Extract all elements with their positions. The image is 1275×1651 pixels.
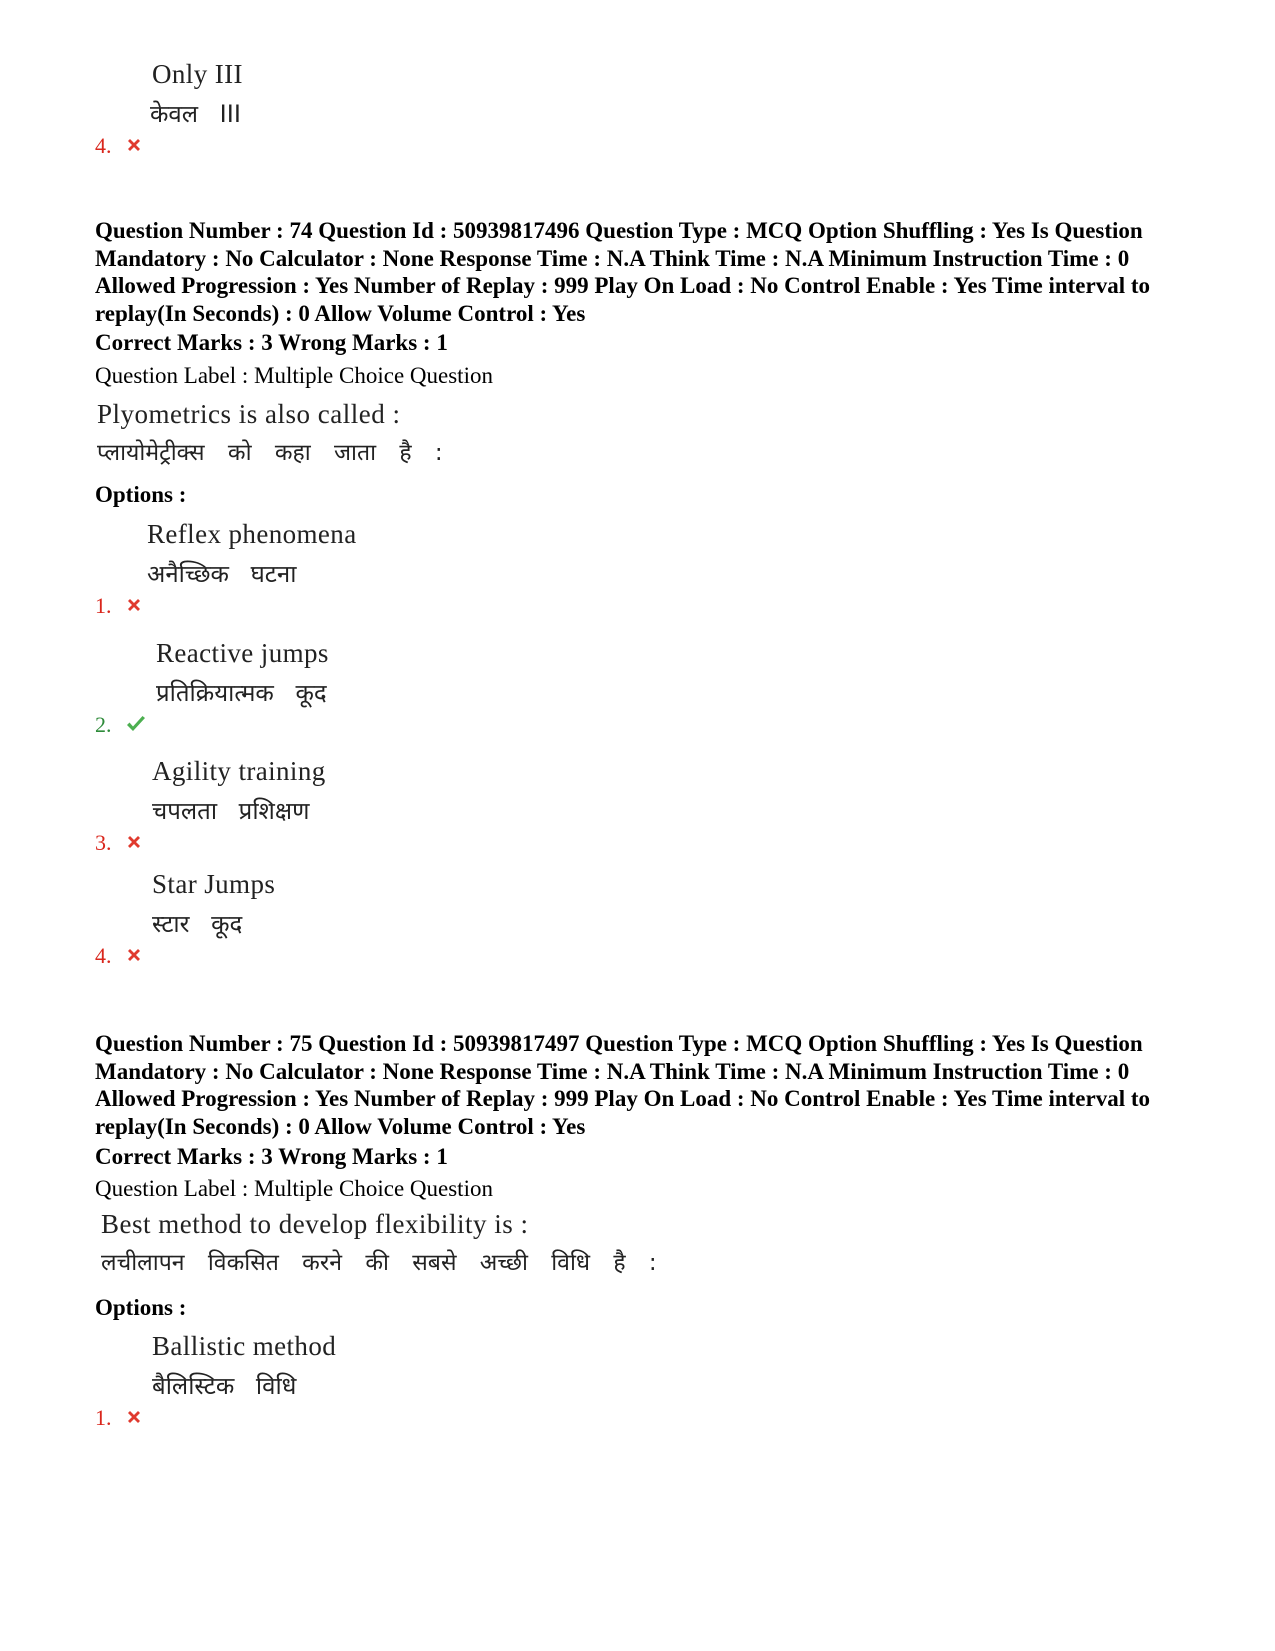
- question-74-option-4: [95, 868, 795, 968]
- question-75-label: Question Label : Multiple Choice Question: [95, 1176, 493, 1201]
- question-74-option-2: [95, 637, 795, 737]
- question-75-meta: Question Number : 75 Question Id : 50939817497 Question Type : MCQ Option Shuffling : Yes Is Question Mandatory : No Calculator : None Response Time : N.A Think Time : N.A Minimum Instruction Time : 0 Allowed Progression : Yes Number of Replay : 999 Play On Load : No Control Enable : Yes Time interval to replay(In Seconds) : 0 Allow Volume Control : Yes: [95, 1031, 1151, 1139]
- question-74-text-hi: प्लायोमेट्रीक्स को कहा जाता है :: [97, 440, 443, 466]
- question-74-text-en: Plyometrics is also called :: [97, 399, 401, 429]
- option-number: 3.: [95, 830, 112, 855]
- question-75-option-1: [95, 1330, 795, 1430]
- option-text-en: Star Jumps: [152, 869, 276, 899]
- cross-icon: [123, 1406, 145, 1428]
- option-text-en: Only III: [152, 59, 243, 89]
- option-text-hi: चपलता प्रशिक्षण: [152, 797, 310, 825]
- option-text-hi: केवल III: [150, 100, 241, 128]
- option-text-en: Reflex phenomena: [147, 519, 357, 549]
- question-74-option-1: [95, 518, 795, 618]
- question-74-options-heading: Options :: [95, 482, 187, 507]
- option-text-hi: स्टार कूद: [152, 910, 243, 938]
- cross-icon: [123, 134, 145, 156]
- question-75-marks: Correct Marks : 3 Wrong Marks : 1: [95, 1144, 448, 1169]
- option-number: 1.: [95, 593, 112, 618]
- option-text-hi: अनैच्छिक घटना: [147, 560, 297, 588]
- cross-icon: [123, 831, 145, 853]
- cross-icon: [123, 944, 145, 966]
- question-75-text-hi: लचीलापन विकसित करने की सबसे अच्छी विधि है :: [101, 1250, 657, 1276]
- prev-option-4: [95, 58, 795, 158]
- option-text-en: Agility training: [152, 756, 326, 786]
- question-74-marks: Correct Marks : 3 Wrong Marks : 1: [95, 330, 448, 355]
- option-text-en: Reactive jumps: [156, 638, 329, 668]
- check-icon: [123, 713, 149, 735]
- question-75-options-heading: Options :: [95, 1295, 187, 1320]
- option-text-en: Ballistic method: [152, 1331, 337, 1361]
- option-number: 2.: [95, 712, 112, 737]
- option-number: 4.: [95, 943, 112, 968]
- question-74-meta: Question Number : 74 Question Id : 50939817496 Question Type : MCQ Option Shuffling : Yes Is Question Mandatory : No Calculator : None Response Time : N.A Think Time : N.A Minimum Instruction Time : 0 Allowed Progression : Yes Number of Replay : 999 Play On Load : No Control Enable : Yes Time interval to replay(In Seconds) : 0 Allow Volume Control : Yes: [95, 218, 1151, 326]
- option-number: 1.: [95, 1405, 112, 1430]
- question-74-option-3: [95, 755, 795, 855]
- cross-icon: [123, 594, 145, 616]
- option-text-hi: बैलिस्टिक विधि: [152, 1372, 297, 1400]
- question-74-label: Question Label : Multiple Choice Question: [95, 363, 493, 388]
- question-75-text-en: Best method to develop flexibility is :: [101, 1209, 529, 1239]
- option-text-hi: प्रतिक्रियात्मक कूद: [156, 679, 327, 707]
- option-number: 4.: [95, 133, 112, 158]
